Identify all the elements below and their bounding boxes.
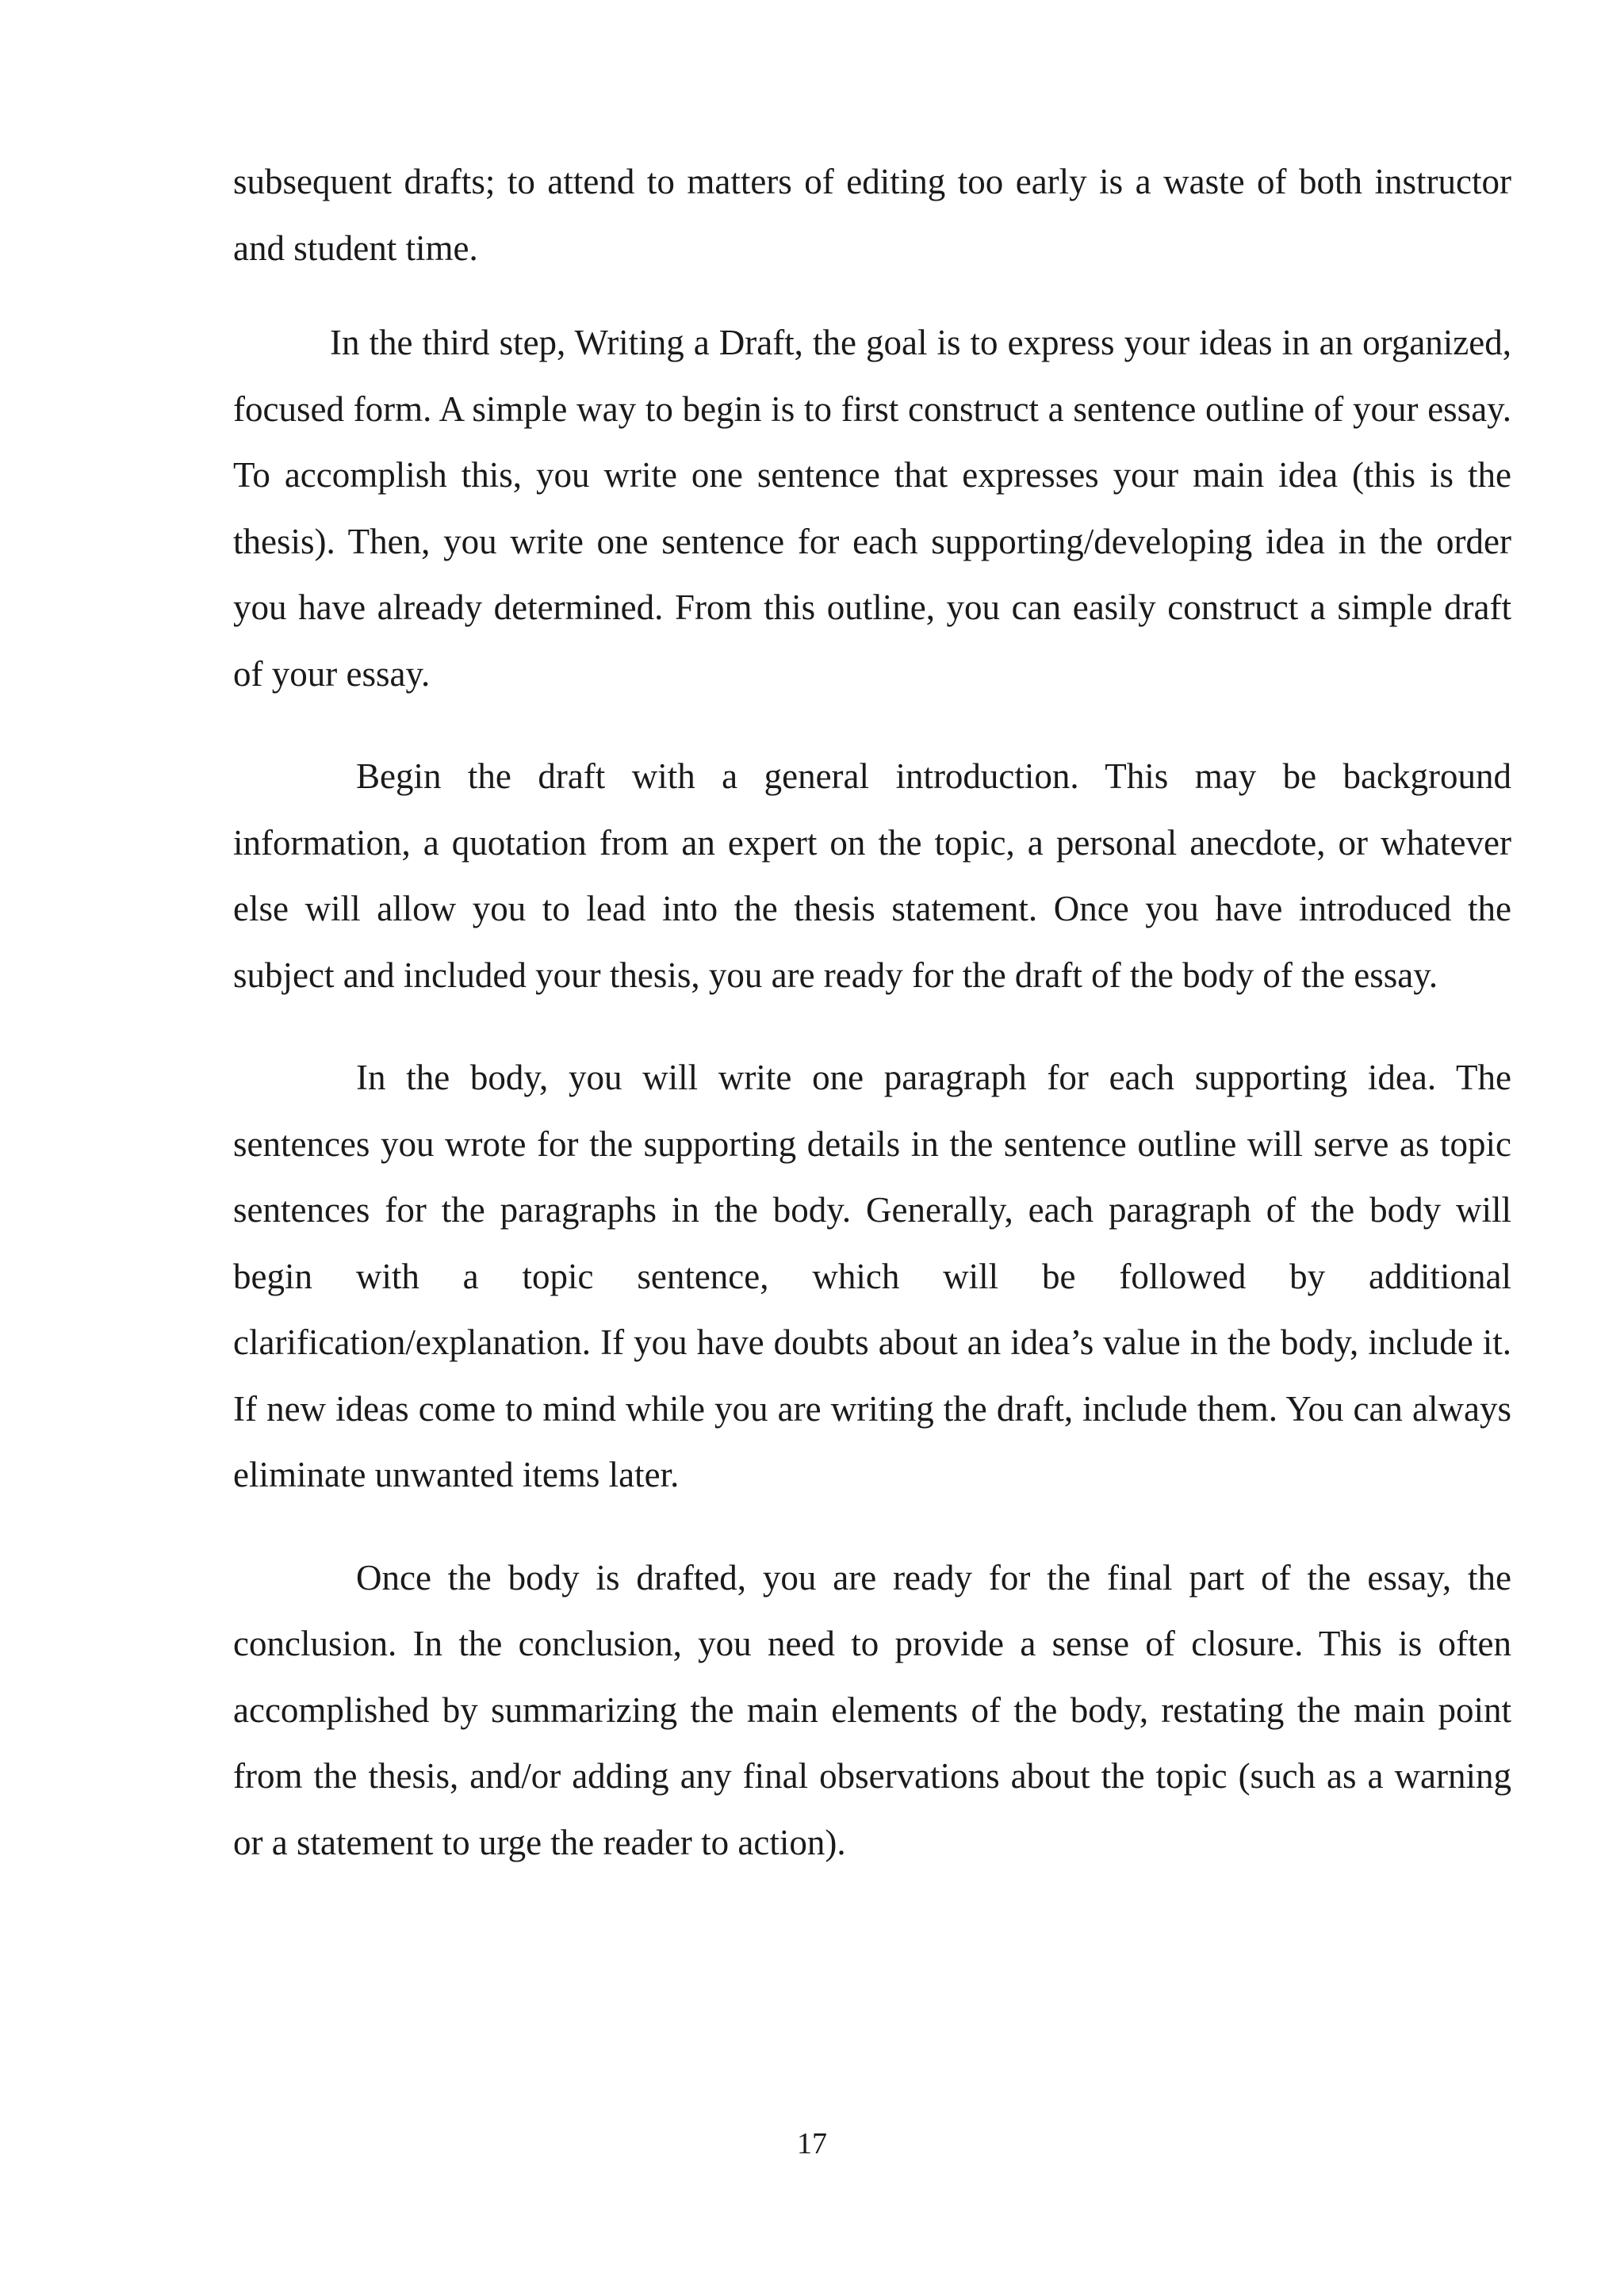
paragraph-conclusion: Once the body is drafted, you are ready for the final part of the essay, the conclusion. In the conclusion, you need to provide a sense of closure. This is often accomplished by summarizing the main elements of the body, restating the main point from the thesis, and/or adding any final observations about the topic (such as a warning or a statement to urge the reader to action).	[233, 1557, 1511, 1862]
page-number: 17	[797, 2127, 827, 2160]
paragraph-continuation: subsequent drafts; to attend to matters of editing too early is a waste of both instructor and student time.	[233, 162, 1511, 268]
paragraph-introduction: Begin the draft with a general introduction. This may be background information, a quotation from an expert on the topic, a personal anecdote, or whatever else will allow you to lead into the thesis statement. Once you have introduced the subject and included your thesis, you are ready for the draft of the body of the essay.	[233, 756, 1511, 995]
paragraph-body: In the body, you will write one paragraph for each supporting idea. The sentences you wrote for the supporting details in the sentence outline will serve as topic sentences for the paragraphs in the body. Generally, each paragraph of the body will begin with a topic sentence, which will be followed by additional clarification/explanation. If you have doubts about an idea’s value in the body, include it. If new ideas come to mind while you are writing the draft, include them. You can always eliminate unwanted items later.	[233, 1058, 1511, 1494]
paragraph-writing-a-draft: In the third step, Writing a Draft, the goal is to express your ideas in an organized, focused form. A simple way to begin is to first construct a sentence outline of your essay. To accomplish this, you write one sentence that expresses your main idea (this is the thesis). Then, you write one sentence for each supporting/developing idea in the order you have already determined. From this outline, you can easily construct a simple draft of your essay.	[233, 323, 1511, 694]
body-text	[233, 149, 1511, 1876]
